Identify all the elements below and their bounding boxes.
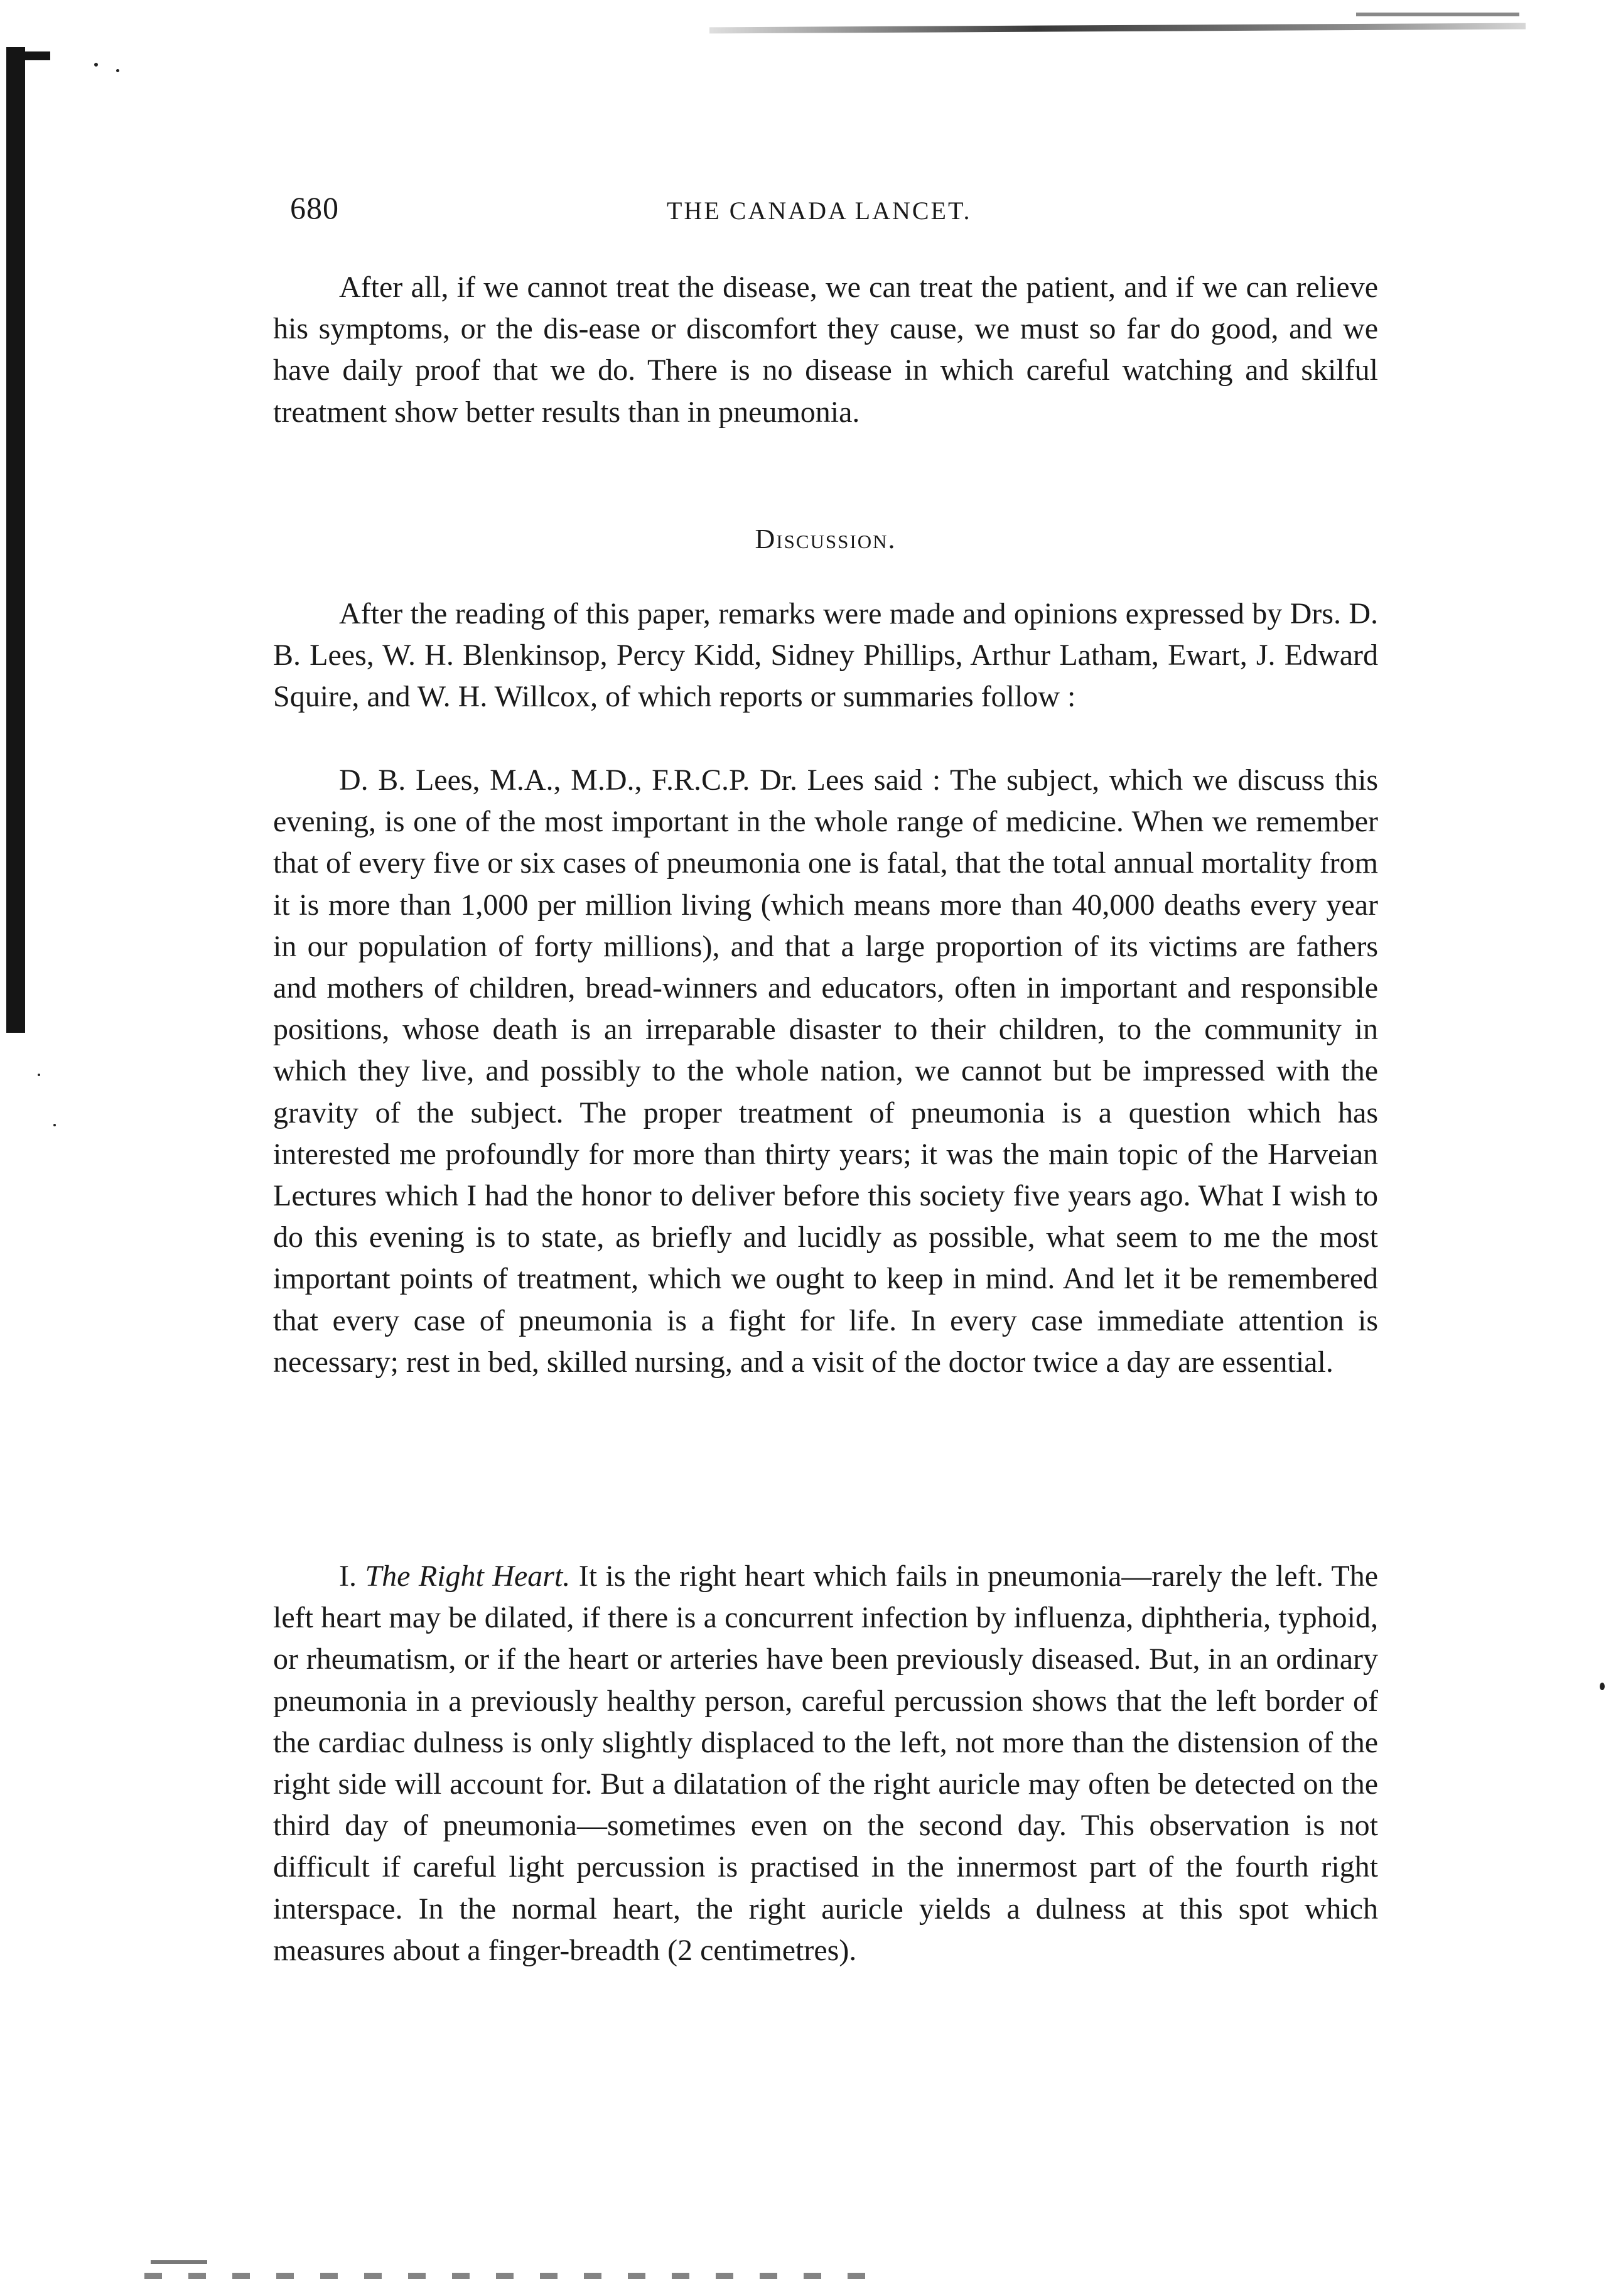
scan-speck: [53, 1124, 56, 1126]
scan-bottom-dashes: [144, 2273, 885, 2279]
page-number: 680: [290, 190, 339, 225]
paragraph-text: [273, 1556, 1378, 1971]
paragraph-right-heart: [273, 1556, 1378, 1971]
scan-top-rule: [709, 23, 1526, 34]
subsection-title: The Right Heart.: [365, 1560, 571, 1593]
paragraph-text: After all, if we cannot treat the disease, we can treat the patient, and if we can relieve his symptoms, or the dis-ease or discomfort they cause, we must so far do good, and we have daily proof that we do. There is no disease in which careful watching and skilful treatment show better results than in pneumonia.: [273, 271, 1378, 429]
scan-speck: [116, 69, 119, 72]
paragraph-lees-remarks: [273, 760, 1378, 1383]
section-heading: Discussion.: [755, 524, 897, 554]
journal-title: THE CANADA LANCET.: [667, 197, 972, 225]
paragraph-closing: [273, 267, 1378, 433]
scan-top-rule-fragment: [1356, 13, 1519, 16]
paragraph-discussion-intro: [273, 593, 1378, 718]
section-number: I.: [339, 1560, 357, 1593]
scan-speck: [94, 63, 98, 67]
scan-speck: [38, 1074, 40, 1076]
paragraph-text: D. B. Lees, M.A., M.D., F.R.C.P. Dr. Lees said : The subject, which we discuss this evening, is one of the most important in the whole range of medicine. When we remember that of every five or six cases of pneumonia one is fatal, that the total annual mortality from it is more than 1,000 per million living (which means more than 40,000 deaths every year in our population of forty millions), and that a large proportion of its victims are fathers and mothers of children, bread-winners and educators, often in important and responsible positions, whose death is an irreparable disaster to their children, to the community in which they live, and possibly to the whole nation, we cannot but be impressed with the gravity of the subject. The proper treatment of pneumonia is a question which has interested me profoundly for more than thirty years; it was the main topic of the Harveian Lectures which I had the honor to deliver before this society five years ago. What I wish to do this evening is to state, as briefly and lucidly as possible, what seem to me the most important points of treatment, which we ought to keep in mind. And let it be remembered that every case of pneumonia is a fight for life. In every case immediate attention is necessary; rest in bed, skilled nursing, and a visit of the doctor twice a day are essential.: [273, 763, 1378, 1379]
scan-bottom-mark: [151, 2260, 207, 2264]
paragraph-body: It is the right heart which fails in pneumonia—rarely the left. The left heart may be dilated, if there is a concurrent infection by influenza, diphtheria, typhoid, or rheumatism, or if the heart or arteries have been previously diseased. But, in an ordinary pneumonia in a previously healthy person, careful percussion shows that the left border of the cardiac dulness is only slightly displaced to the left, not more than the distension of the right side will account for. But a dilatation of the right auricle may often be detected on the third day of pneumonia—sometimes even on the second day. This observation is not difficult if careful light percussion is practised in the innermost part of the fourth right interspace. In the normal heart, the right auricle yields a dulness at this spot which measures about a finger-breadth (2 centimetres).: [273, 1560, 1379, 1967]
scan-speck: [1600, 1683, 1605, 1690]
running-head: [290, 190, 1382, 240]
scan-binding-notch: [6, 51, 50, 60]
paragraph-text: After the reading of this paper, remarks were made and opinions expressed by Drs. D. B. Lees, W. H. Blenkinsop, Percy Kidd, Sidney Phillips, Arthur Latham, Ewart, J. Edward Squire, and W. H. Willcox, of which reports or summaries follow :: [273, 597, 1378, 714]
scan-binding-edge: [6, 47, 25, 1033]
